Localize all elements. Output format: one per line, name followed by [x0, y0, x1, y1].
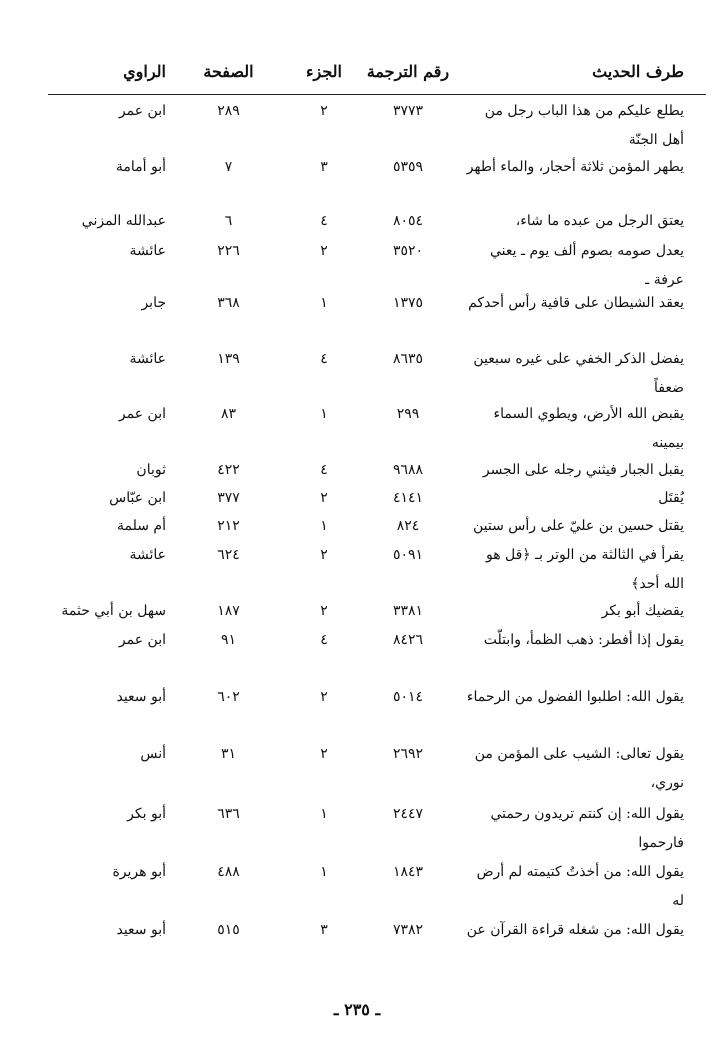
cell-juz: ٤	[320, 351, 328, 367]
table-header	[0, 62, 714, 86]
cell-tarjama: ٢٤٤٧	[392, 806, 424, 822]
cell-tarjama: ٩٦٨٨	[392, 462, 424, 478]
cell-tarjama: ١٣٧٥	[392, 295, 424, 311]
cell-tarjama: ٨٤٢٦	[392, 632, 424, 648]
cell-juz: ١	[320, 864, 328, 880]
header-rawi: الراوي	[123, 62, 166, 81]
cell-tarf: يقضيك أبو بكر	[601, 603, 684, 619]
header-safha: الصفحة	[203, 62, 254, 81]
cell-tarf: يقرأ في الثالثة من الوتر بـ ﴿قل هو الله أحد﴾	[485, 547, 684, 592]
cell-tarf: يقول إذا أفطر: ذهب الظمأ، وابتلّت	[483, 632, 684, 648]
cell-tarjama: ٥٠٩١	[392, 547, 424, 563]
cell-tarjama: ٥٠١٤	[392, 689, 424, 705]
cell-juz: ٢	[320, 103, 328, 119]
cell-tarf: يقول الله: اطلبوا الفضول من الرحماء	[466, 689, 684, 705]
cell-tarjama: ٤١٤١	[392, 490, 424, 506]
cell-safha: ٥١٥	[217, 922, 240, 938]
header-juz: الجزء	[306, 62, 342, 81]
cell-tarjama: ٣٥٢٠	[392, 243, 424, 259]
cell-safha: ٣٧٧	[217, 490, 240, 506]
cell-rawi: عائشة	[129, 351, 166, 367]
cell-juz: ١	[320, 295, 328, 311]
cell-tarf: يقبض الله الأرض، ويطوي السماء بيمينه	[493, 406, 684, 451]
cell-rawi: أنس	[140, 746, 166, 762]
cell-safha: ٦	[224, 213, 233, 229]
cell-tarf: يقتل حسين بن عليّ على رأس ستين	[473, 518, 684, 534]
cell-rawi: جابر	[141, 295, 166, 311]
cell-tarf: يقول تعالى: الشيب على المؤمن من نوري،	[474, 746, 684, 791]
cell-rawi: أبو هريرة	[112, 864, 166, 880]
cell-juz: ٤	[320, 213, 328, 229]
cell-rawi: أبو سعيد	[116, 689, 166, 705]
cell-tarf: يقول الله: من أخذتُ كتيمته لم أرض له	[476, 864, 684, 909]
cell-safha: ٣٦٨	[217, 295, 240, 311]
cell-tarf: يعقد الشيطان على قافية رأس أحدكم	[468, 295, 684, 311]
cell-safha: ١٣٩	[217, 351, 240, 367]
header-tarf: طرف الحديث	[592, 62, 684, 81]
cell-rawi: ثوبان	[136, 462, 166, 478]
cell-tarf: يعدل صومه بصوم ألف يوم ـ يعني عرفة ـ	[489, 243, 684, 288]
cell-safha: ٨٣	[220, 406, 237, 422]
cell-juz: ١	[320, 406, 328, 422]
cell-tarjama: ٨٢٤	[396, 518, 420, 534]
cell-juz: ٢	[320, 490, 328, 506]
cell-tarf: يُقتَل	[658, 490, 684, 506]
cell-rawi: عائشة	[129, 243, 166, 259]
cell-tarf: يقول الله: إن كنتم تريدون رحمتي فارحموا	[490, 806, 684, 851]
cell-tarf: يفضل الذكر الخفي على غيره سبعين ضعفاً	[473, 351, 684, 396]
cell-juz: ٢	[320, 547, 328, 563]
cell-tarjama: ٨٠٥٤	[392, 213, 424, 229]
cell-rawi: ابن عمر	[118, 406, 166, 422]
cell-safha: ٦٠٢	[217, 689, 240, 705]
header-tarjama: رقم الترجمة	[366, 62, 450, 81]
cell-safha: ٣١	[220, 746, 237, 762]
cell-tarjama: ٥٣٥٩	[392, 159, 424, 175]
cell-safha: ٦٢٤	[217, 547, 240, 563]
cell-tarf: يعتق الرجل من عبده ما شاء،	[515, 213, 684, 229]
cell-tarf: يقول الله: من شغله قراءة القرآن عن	[466, 922, 684, 938]
cell-juz: ٢	[320, 746, 328, 762]
cell-rawi: عائشة	[129, 547, 166, 563]
cell-juz: ١	[320, 806, 328, 822]
cell-rawi: ابن عمر	[118, 103, 166, 119]
cell-rawi: أم سلمة	[117, 518, 166, 534]
cell-safha: ٤٨٨	[217, 864, 240, 880]
cell-rawi: سهل بن أبي حثمة	[61, 603, 166, 619]
cell-rawi: أبو بكر	[127, 806, 166, 822]
cell-safha: ٢٨٩	[217, 103, 240, 119]
header-rule	[48, 94, 706, 95]
cell-tarjama: ٣٧٧٣	[392, 103, 424, 119]
cell-safha: ٢١٢	[217, 518, 240, 534]
cell-safha: ١٨٧	[217, 603, 240, 619]
cell-tarjama: ١٨٤٣	[392, 864, 424, 880]
cell-safha: ٢٢٦	[217, 243, 240, 259]
cell-tarjama: ٨٦٣٥	[392, 351, 424, 367]
cell-rawi: أبو أمامة	[115, 159, 166, 175]
cell-juz: ٢	[320, 689, 328, 705]
page-number: ـ ٢٣٥ ـ	[333, 1000, 381, 1019]
cell-safha: ٤٢٢	[217, 462, 240, 478]
cell-tarf: يقبل الجبار فيثني رجله على الجسر	[482, 462, 684, 478]
cell-juz: ٣	[320, 922, 328, 938]
cell-safha: ٧	[224, 159, 233, 175]
cell-tarjama: ٣٣٨١	[392, 603, 424, 619]
cell-safha: ٦٣٦	[217, 806, 240, 822]
cell-rawi: ابن عمر	[118, 632, 166, 648]
cell-juz: ٣	[320, 159, 328, 175]
cell-safha: ٩١	[220, 632, 237, 648]
cell-tarjama: ٢٩٩	[396, 406, 420, 422]
cell-juz: ١	[320, 518, 328, 534]
cell-juz: ٤	[320, 632, 328, 648]
cell-tarjama: ٧٣٨٢	[392, 922, 424, 938]
cell-juz: ٤	[320, 462, 328, 478]
cell-rawi: أبو سعيد	[116, 922, 166, 938]
cell-tarf: يطهر المؤمن ثلاثة أحجار، والماء أطهر	[466, 159, 684, 175]
cell-juz: ٢	[320, 243, 328, 259]
cell-rawi: عبدالله المزني	[81, 213, 166, 229]
cell-rawi: ابن عبّاس	[109, 490, 166, 506]
cell-juz: ٢	[320, 603, 328, 619]
cell-tarf: يطلع عليكم من هذا الباب رجل من أهل الجنّة	[484, 103, 684, 148]
cell-tarjama: ٢٦٩٢	[392, 746, 424, 762]
